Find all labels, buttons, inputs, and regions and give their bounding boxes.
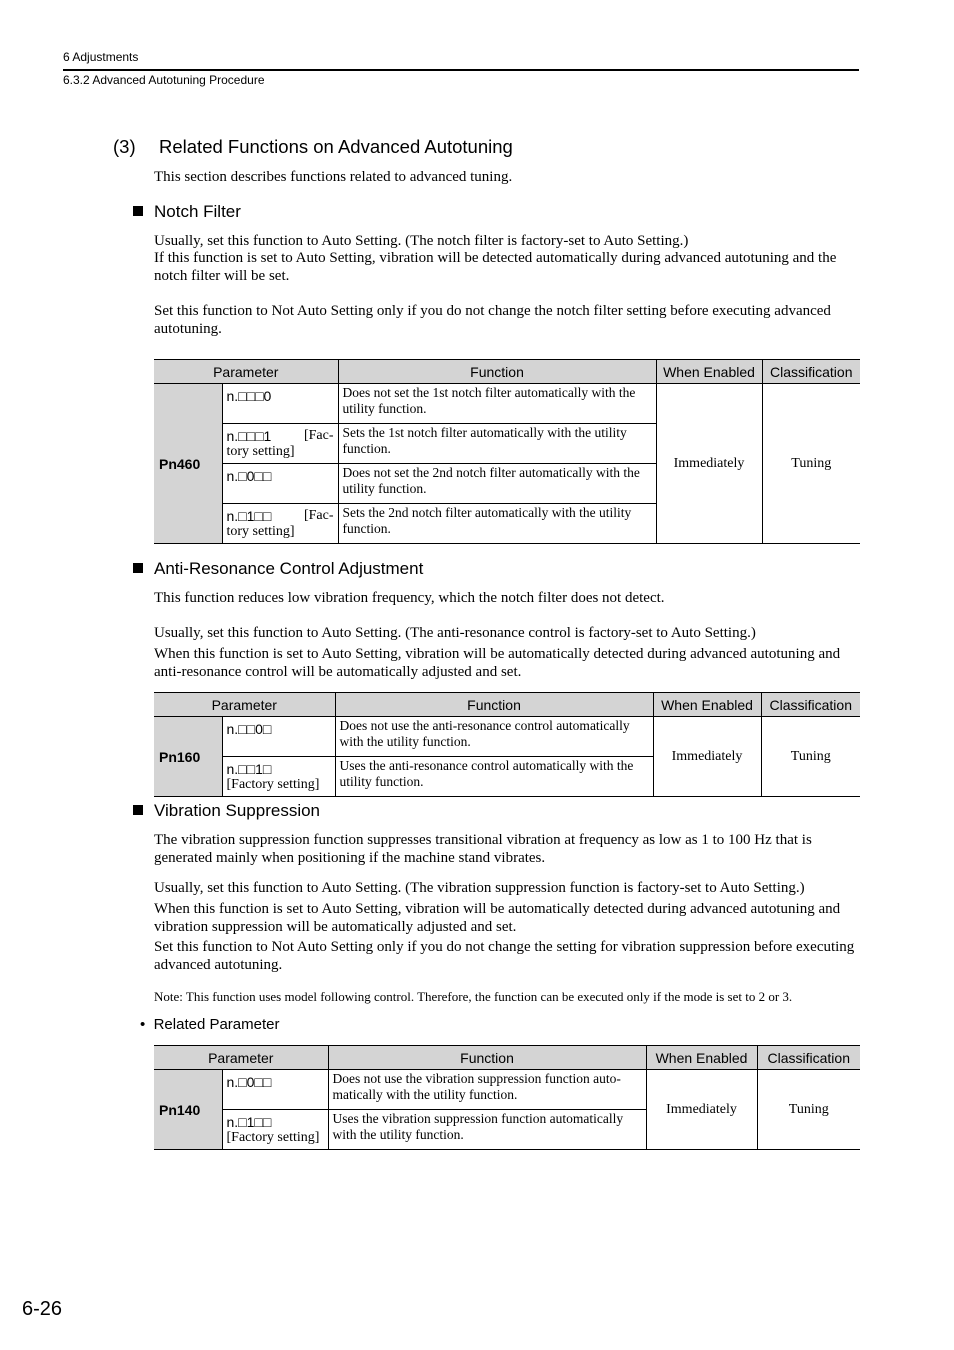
vibration-parameter-table [154, 1045, 860, 1150]
parameter-number: Pn160 [154, 717, 222, 797]
setting-code: n.□1□□ [226, 508, 272, 524]
setting-code: n.□0□□ [226, 1074, 272, 1090]
vib-paragraph-2: Usually, set this function to Auto Setting. (The vibration suppression function is factory-set to Auto Setting.) [154, 880, 805, 896]
column-header: When Enabled [646, 1046, 757, 1070]
table-row [154, 717, 860, 757]
related-parameter-bullet [140, 1016, 280, 1033]
anti-resonance-heading [133, 559, 423, 579]
vib-paragraph-3: When this function is set to Auto Setting, vibration will be automatically detected during advanced autotuning and vibration suppression will be automatically adjusted and set. [154, 901, 841, 935]
column-header: Parameter [154, 360, 338, 384]
vib-note: Note: This function uses model following control. Therefore, the function can be executed only if the mode is set to 2 or 3. [154, 989, 793, 1004]
setting-note-cont: tory setting] [226, 444, 295, 459]
section-heading [113, 136, 513, 158]
setting-code: n.□□□1 [226, 428, 272, 444]
setting-cell [222, 384, 338, 424]
anti-resonance-parameter-table [154, 692, 860, 797]
vib-paragraph-4: Set this function to Not Auto Setting only if you do not change the setting for vibration suppression before executing advanced autotuning. [154, 939, 855, 973]
setting-code: n.□□0□ [226, 721, 272, 737]
anti-paragraph-2: Usually, set this function to Auto Setting. (The anti-resonance control is factory-set to Auto Setting.) [154, 625, 756, 641]
column-header: Classification [757, 1046, 860, 1070]
notch-parameter-table [154, 359, 860, 544]
notch-paragraph-3: Set this function to Not Auto Setting only if you do not change the notch filter setting before executing advanced autotuning. [154, 303, 831, 337]
setting-code: n.□0□□ [226, 468, 272, 484]
bullet-dot-icon: • [140, 1016, 154, 1033]
classification-cell: Tuning [762, 384, 860, 544]
vibration-suppression-title: Vibration Suppression [154, 801, 321, 820]
column-header: When Enabled [653, 693, 761, 717]
when-enabled-cell: Immediately [656, 384, 762, 544]
page-number: 6-26 [22, 1298, 63, 1320]
function-cell: Uses the anti-resonance control automatically with the utility function. [335, 757, 653, 797]
column-header: When Enabled [656, 360, 762, 384]
table-header-row [154, 1046, 860, 1070]
header-rule [63, 69, 859, 71]
setting-cell [222, 424, 338, 464]
function-cell: Sets the 1st notch filter automatically with the utility function. [338, 424, 656, 464]
column-header: Function [328, 1046, 646, 1070]
function-cell: Does not use the vibration suppression function auto-matically with the utility function. [328, 1070, 646, 1110]
notch-filter-heading [133, 202, 241, 222]
setting-code: n.□□1□ [226, 761, 272, 777]
square-bullet-icon [133, 563, 143, 573]
notch-paragraph-2: If this function is set to Auto Setting, vibration will be detected automatically during advanced autotuning and the notch filter will be set. [154, 250, 837, 284]
square-bullet-icon [133, 206, 143, 216]
setting-cell [222, 1070, 328, 1110]
table-row [154, 1070, 860, 1110]
notch-filter-title: Notch Filter [154, 202, 241, 221]
anti-resonance-title: Anti-Resonance Control Adjustment [154, 559, 424, 578]
setting-cell [222, 757, 335, 797]
column-header: Function [338, 360, 656, 384]
setting-cell [222, 464, 338, 504]
function-cell: Does not use the anti-resonance control automatically with the utility function. [335, 717, 653, 757]
notch-paragraph-1: Usually, set this function to Auto Setting. (The notch filter is factory-set to Auto Setting.) [154, 233, 689, 249]
setting-note: [Factory setting] [226, 777, 320, 792]
column-header: Parameter [154, 693, 335, 717]
setting-code: n.□1□□ [226, 1114, 272, 1130]
running-header-section: 6.3.2 Advanced Autotuning Procedure [63, 73, 265, 87]
column-header: Classification [762, 360, 860, 384]
setting-note: [Factory setting] [226, 1130, 320, 1145]
function-cell: Uses the vibration suppression function automatically with the utility function. [328, 1110, 646, 1150]
function-cell: Does not set the 2nd notch filter automatically with the utility function. [338, 464, 656, 504]
setting-note: [Fac- [303, 428, 334, 443]
table-row [154, 384, 860, 424]
parameter-number: Pn140 [154, 1070, 222, 1150]
column-header: Function [335, 693, 653, 717]
table-header-row [154, 693, 860, 717]
anti-paragraph-1: This function reduces low vibration frequency, which the notch filter does not detect. [154, 590, 665, 606]
classification-cell: Tuning [761, 717, 860, 797]
running-header-chapter: 6 Adjustments [63, 50, 139, 64]
section-title: Related Functions on Advanced Autotuning [159, 136, 513, 157]
column-header: Parameter [154, 1046, 328, 1070]
column-header: Classification [761, 693, 860, 717]
setting-note-cont: tory setting] [226, 524, 295, 539]
setting-cell [222, 1110, 328, 1150]
square-bullet-icon [133, 805, 143, 815]
table-header-row [154, 360, 860, 384]
setting-code: n.□□□0 [226, 388, 272, 404]
setting-cell [222, 717, 335, 757]
function-cell: Does not set the 1st notch filter automatically with the utility function. [338, 384, 656, 424]
setting-cell [222, 504, 338, 544]
parameter-number: Pn460 [154, 384, 222, 544]
anti-paragraph-3: When this function is set to Auto Setting, vibration will be automatically detected during advanced autotuning and anti-resonance control will be automatically adjusted and set. [154, 646, 841, 680]
section-number: (3) [113, 136, 136, 157]
vib-paragraph-1: The vibration suppression function suppresses transitional vibration at frequency as low as 1 to 100 Hz that is generated mainly when positioning if the machine stand vibrates. [154, 832, 812, 866]
setting-note: [Fac- [303, 508, 334, 523]
when-enabled-cell: Immediately [653, 717, 761, 797]
function-cell: Sets the 2nd notch filter automatically with the utility function. [338, 504, 656, 544]
section-intro: This section describes functions related to advanced tuning. [154, 169, 513, 185]
classification-cell: Tuning [757, 1070, 860, 1150]
vibration-suppression-heading [133, 801, 320, 821]
related-parameter-label: Related Parameter [153, 1016, 280, 1033]
when-enabled-cell: Immediately [646, 1070, 757, 1150]
